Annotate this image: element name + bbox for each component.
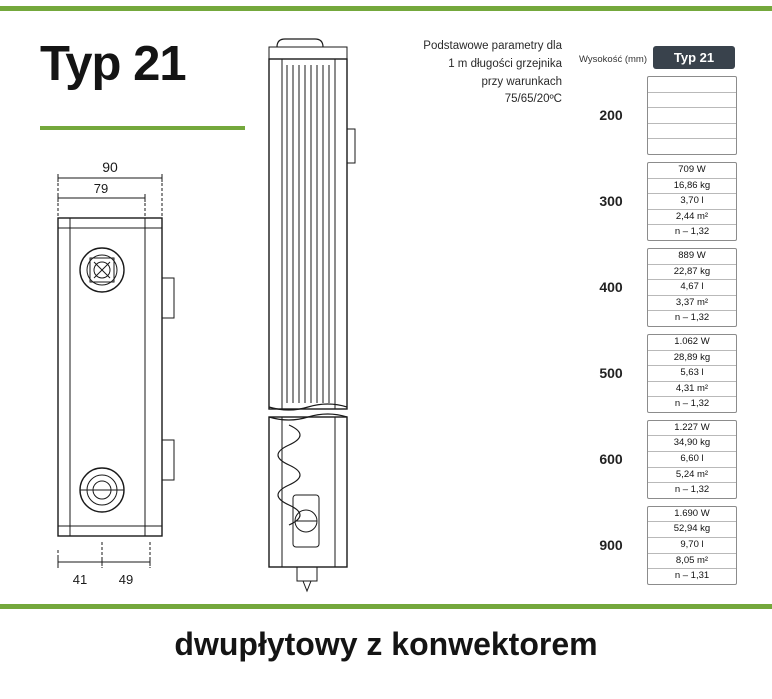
cell-volume [648, 108, 736, 124]
row-height-label: 900 [599, 537, 623, 554]
row-values [647, 420, 737, 499]
row-height-label: 500 [599, 365, 623, 382]
note-line-3: przy warunkach [481, 75, 562, 88]
dim-left-41: 41 [72, 572, 88, 587]
height-column-header: Wysokość (mm) [579, 54, 647, 65]
table-row [575, 420, 740, 499]
note-line-4: 75/65/20ºC [504, 93, 562, 106]
dim-depth-90: 90 [102, 159, 118, 175]
cell-area: 4,31 m² [648, 382, 736, 398]
cell-power [648, 77, 736, 93]
row-values [647, 506, 737, 585]
cell-exponent: n – 1,32 [674, 226, 710, 238]
page-caption: dwupłytowy z konwektorem [174, 626, 598, 662]
row-height-label: 400 [599, 279, 623, 296]
page-title [40, 37, 250, 91]
title-underline [40, 126, 245, 130]
cell-power: 1.062 W [648, 335, 736, 351]
table-row [575, 76, 740, 155]
dim-right-49: 49 [118, 572, 134, 587]
bottom-accent-rule [0, 604, 772, 609]
row-height-label: 300 [599, 193, 623, 210]
row-height-label: 200 [599, 107, 623, 124]
table-row [575, 248, 740, 327]
cell-power: 1.690 W [648, 507, 736, 523]
row-values [647, 162, 737, 241]
cell-weight: 16,86 kg [648, 179, 736, 195]
parameters-table-body [575, 76, 740, 592]
cell-area: 5,24 m² [648, 468, 736, 484]
cell-volume: 5,63 l [648, 366, 736, 382]
cell-volume: 9,70 l [648, 538, 736, 554]
row-values [647, 248, 737, 327]
table-row [575, 162, 740, 241]
note-line-1: Podstawowe parametry dla [423, 40, 562, 52]
row-values [647, 76, 737, 155]
table-row [575, 334, 740, 413]
radiator-cross-section-drawing [255, 25, 375, 595]
cell-exponent: n – 1,32 [674, 398, 710, 410]
cell-weight [648, 93, 736, 109]
cell-power: 889 W [648, 249, 736, 265]
cell-area [648, 124, 736, 140]
cell-weight: 34,90 kg [648, 436, 736, 452]
type-column-header: Typ 21 [653, 46, 735, 69]
cell-exponent: n – 1,32 [674, 484, 710, 496]
note-line-2: 1 m długości grzejnika [448, 57, 562, 70]
cell-power: 709 W [648, 163, 736, 179]
cell-weight: 22,87 kg [648, 265, 736, 281]
cell-weight: 28,89 kg [648, 351, 736, 367]
cell-exponent: n – 1,31 [674, 570, 710, 582]
dim-depth-79: 79 [93, 181, 109, 196]
cell-area: 8,05 m² [648, 554, 736, 570]
top-accent-rule [0, 6, 772, 11]
parameters-table-header [575, 46, 740, 72]
title-text: Typ 21 [40, 37, 186, 91]
cell-area: 2,44 m² [648, 210, 736, 226]
cell-volume: 3,70 l [648, 194, 736, 210]
row-height-label: 600 [599, 451, 623, 468]
cell-exponent [648, 139, 736, 154]
radiator-side-elevation-drawing [30, 150, 230, 590]
cell-exponent: n – 1,32 [674, 312, 710, 324]
cell-volume: 4,67 l [648, 280, 736, 296]
cell-area: 3,37 m² [648, 296, 736, 312]
conditions-note [382, 38, 562, 109]
table-row [575, 506, 740, 585]
row-values [647, 334, 737, 413]
cell-volume: 6,60 l [648, 452, 736, 468]
cell-power: 1.227 W [648, 421, 736, 437]
cell-weight: 52,94 kg [648, 522, 736, 538]
